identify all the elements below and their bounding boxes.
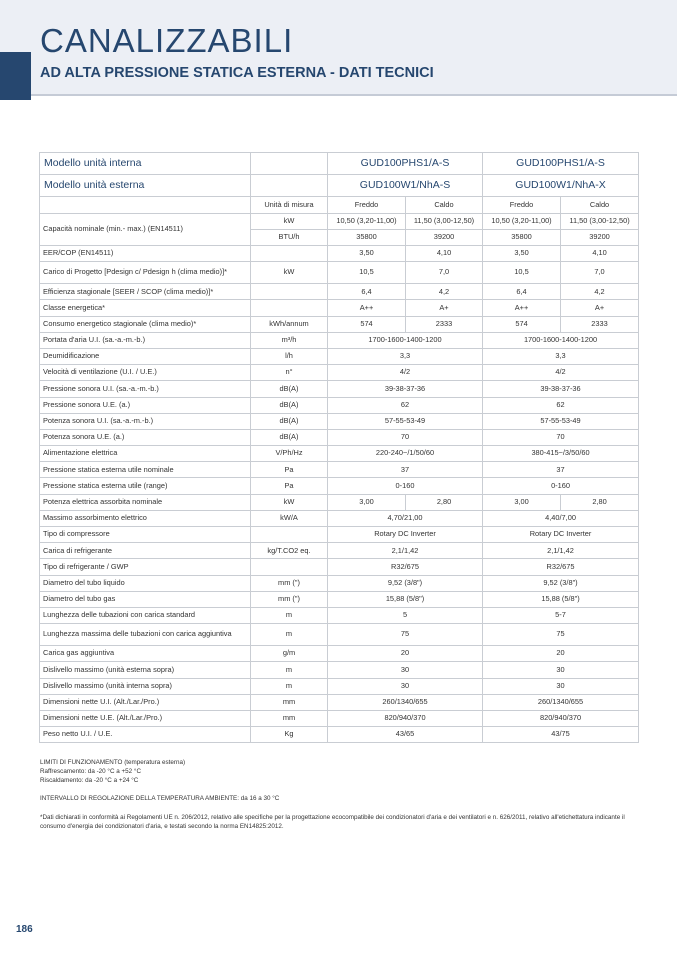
row-value: 4,70/21,00 [328, 510, 483, 526]
row-unit: Pa [251, 478, 328, 494]
row-label: Carico di Progetto [Pdesign c/ Pdesign h (clima medio)]* [40, 262, 251, 284]
row-value: 574 [328, 316, 406, 332]
table-row [40, 429, 639, 445]
row-value: A+ [561, 300, 639, 316]
outdoor-model-label: Modello unità esterna [40, 175, 251, 197]
limits-heat: Riscaldamento: da -20 °C a +24 °C [40, 777, 139, 785]
capacity-kw-1: 10,50 (3,20-11,00) [328, 214, 406, 230]
table-row [40, 662, 639, 678]
table-row [40, 332, 639, 348]
table-row [40, 316, 639, 332]
row-unit: mm (") [251, 591, 328, 607]
row-value: 260/1340/655 [328, 694, 483, 710]
table-row [40, 694, 639, 710]
row-value: 62 [328, 397, 483, 413]
row-label: Portata d'aria U.I. (sa.-a.-m.-b.) [40, 332, 251, 348]
row-label: Tipo di refrigerante / GWP [40, 559, 251, 575]
row-value: 3,3 [483, 348, 639, 364]
row-value: R32/675 [483, 559, 639, 575]
row-value: 4,40/7,00 [483, 510, 639, 526]
table-row [40, 397, 639, 413]
row-value: 220-240~/1/50/60 [328, 446, 483, 462]
row-label: Lunghezza massima delle tubazioni con carica aggiuntiva [40, 624, 251, 646]
table-row [40, 646, 639, 662]
table-row [40, 214, 639, 230]
table-row [40, 494, 639, 510]
row-label: Dimensioni nette U.E. (Alt./Lar./Pro.) [40, 710, 251, 726]
table-row [40, 543, 639, 559]
row-value: 260/1340/655 [483, 694, 639, 710]
table-row [40, 462, 639, 478]
row-value: 57-55-53-49 [328, 413, 483, 429]
table-row [40, 575, 639, 591]
row-label: Peso netto U.I. / U.E. [40, 727, 251, 743]
row-value: 820/940/370 [483, 710, 639, 726]
row-unit: Pa [251, 462, 328, 478]
row-value: 15,88 (5/8") [328, 591, 483, 607]
header-accent-tab [0, 52, 31, 100]
row-value: 75 [328, 624, 483, 646]
row-value: 5-7 [483, 607, 639, 623]
row-label: Alimentazione elettrica [40, 446, 251, 462]
row-label: Diametro del tubo gas [40, 591, 251, 607]
outdoor-model-1: GUD100W1/NhA-S [328, 175, 483, 197]
mode-heat-1: Caldo [406, 197, 483, 214]
row-unit [251, 246, 328, 262]
row-value: 2333 [561, 316, 639, 332]
row-unit: kW/A [251, 510, 328, 526]
row-label: Potenza elettrica assorbita nominale [40, 494, 251, 510]
row-value: 37 [483, 462, 639, 478]
row-unit: g/m [251, 646, 328, 662]
regulation-note: INTERVALLO DI REGOLAZIONE DELLA TEMPERATURA AMBIENTE: da 16 a 30 °C [40, 795, 280, 803]
row-value: 820/940/370 [328, 710, 483, 726]
capacity-unit-kw: kW [251, 214, 328, 230]
row-value: 3,00 [483, 494, 561, 510]
row-unit: V/Ph/Hz [251, 446, 328, 462]
capacity-kw-2: 11,50 (3,00-12,50) [406, 214, 483, 230]
table-row [40, 348, 639, 364]
row-label: Pressione statica esterna utile (range) [40, 478, 251, 494]
row-value: 380-415~/3/50/60 [483, 446, 639, 462]
blank-cell [251, 153, 328, 175]
row-value: 2333 [406, 316, 483, 332]
table-row [40, 607, 639, 623]
row-value: 20 [483, 646, 639, 662]
capacity-unit-btu: BTU/h [251, 230, 328, 246]
row-unit: m [251, 678, 328, 694]
row-label: Pressione sonora U.E. (a.) [40, 397, 251, 413]
table-row [40, 527, 639, 543]
row-label: Potenza sonora U.E. (a.) [40, 429, 251, 445]
page-number: 186 [16, 924, 33, 935]
row-label: EER/COP (EN14511) [40, 246, 251, 262]
row-value: 30 [483, 662, 639, 678]
row-unit: Kg [251, 727, 328, 743]
table-row [40, 300, 639, 316]
capacity-btu-3: 35800 [483, 230, 561, 246]
table-row [40, 446, 639, 462]
row-value: 0-160 [483, 478, 639, 494]
table-row [40, 284, 639, 300]
row-unit: kW [251, 262, 328, 284]
row-label: Dimensioni nette U.I. (Alt./Lar./Pro.) [40, 694, 251, 710]
indoor-model-label: Modello unità interna [40, 153, 251, 175]
row-value: 30 [328, 678, 483, 694]
row-unit: dB(A) [251, 413, 328, 429]
capacity-kw-3: 10,50 (3,20-11,00) [483, 214, 561, 230]
indoor-model-2: GUD100PHS1/A-S [483, 153, 639, 175]
limits-title: LIMITI DI FUNZIONAMENTO (temperatura esterna) [40, 759, 186, 766]
outdoor-model-2: GUD100W1/NhA-X [483, 175, 639, 197]
row-value: 62 [483, 397, 639, 413]
row-unit: kW [251, 494, 328, 510]
row-value: 39-38-37-36 [328, 381, 483, 397]
row-label: Tipo di compressore [40, 527, 251, 543]
row-unit [251, 284, 328, 300]
row-unit: m³/h [251, 332, 328, 348]
row-label: Potenza sonora U.I. (sa.-a.-m.-b.) [40, 413, 251, 429]
row-unit [251, 559, 328, 575]
row-value: Rotary DC Inverter [328, 527, 483, 543]
unit-header: Unità di misura [251, 197, 328, 214]
capacity-btu-4: 39200 [561, 230, 639, 246]
asterisk-note: *Dati dichiarati in conformità ai Regolamenti UE n. 206/2012, relativo alle specifiche per la progettazione ecocompatibile dei condizionatori d'aria e dei ventilatori e n. 626/2011, relativo all'etichettatura indicante il consumo d'energia dei condizionatori d'aria, e testati secondo la norma EN14825:2012. [40, 813, 625, 830]
row-unit: m [251, 607, 328, 623]
row-value: R32/675 [328, 559, 483, 575]
row-value: 4,10 [406, 246, 483, 262]
row-value: 2,80 [561, 494, 639, 510]
row-value: 3,00 [328, 494, 406, 510]
row-unit: dB(A) [251, 397, 328, 413]
row-value: 43/75 [483, 727, 639, 743]
limits-cool: Raffrescamento: da -20 °C a +52 °C [40, 768, 141, 776]
row-value: 30 [328, 662, 483, 678]
table-row [40, 710, 639, 726]
row-value: 6,4 [483, 284, 561, 300]
row-unit: mm [251, 710, 328, 726]
table-row [40, 413, 639, 429]
indoor-model-1: GUD100PHS1/A-S [328, 153, 483, 175]
row-value: 4/2 [328, 365, 483, 381]
row-value: 9,52 (3/8") [483, 575, 639, 591]
table-row [40, 678, 639, 694]
row-value: 10,5 [483, 262, 561, 284]
row-value: 7,0 [406, 262, 483, 284]
row-value: 3,50 [328, 246, 406, 262]
row-label: Pressione sonora U.I. (sa.-a.-m.-b.) [40, 381, 251, 397]
row-value: 3,3 [328, 348, 483, 364]
spec-table [39, 152, 639, 743]
row-value: 4,10 [561, 246, 639, 262]
mode-cool-2: Freddo [483, 197, 561, 214]
capacity-btu-1: 35800 [328, 230, 406, 246]
row-value: 9,52 (3/8") [328, 575, 483, 591]
row-value: 57-55-53-49 [483, 413, 639, 429]
row-label: Carica di refrigerante [40, 543, 251, 559]
row-unit: dB(A) [251, 429, 328, 445]
row-unit: kWh/annum [251, 316, 328, 332]
table-row [40, 478, 639, 494]
row-value: A++ [483, 300, 561, 316]
row-unit: mm [251, 694, 328, 710]
row-value: 0-160 [328, 478, 483, 494]
mode-cool-1: Freddo [328, 197, 406, 214]
row-value: A+ [406, 300, 483, 316]
row-value: 1700-1600-1400-1200 [328, 332, 483, 348]
row-label: Efficienza stagionale [SEER / SCOP (clima medio)]* [40, 284, 251, 300]
row-value: 7,0 [561, 262, 639, 284]
row-value: 1700-1600-1400-1200 [483, 332, 639, 348]
row-unit: kg/T.CO2 eq. [251, 543, 328, 559]
row-label: Pressione statica esterna utile nominale [40, 462, 251, 478]
row-unit: l/h [251, 348, 328, 364]
capacity-label: Capacità nominale (min.- max.) (EN14511) [40, 214, 251, 246]
table-row [40, 365, 639, 381]
table-row [40, 510, 639, 526]
row-value: 4,2 [561, 284, 639, 300]
row-value: 2,1/1,42 [328, 543, 483, 559]
row-label: Diametro del tubo liquido [40, 575, 251, 591]
row-unit: n° [251, 365, 328, 381]
row-label: Velocità di ventilazione (U.I. / U.E.) [40, 365, 251, 381]
row-value: 2,80 [406, 494, 483, 510]
table-row [40, 591, 639, 607]
row-unit [251, 300, 328, 316]
row-value: 4/2 [483, 365, 639, 381]
row-value: 20 [328, 646, 483, 662]
footnotes [40, 758, 645, 831]
row-value: 15,88 (5/8") [483, 591, 639, 607]
row-label: Carica gas aggiuntiva [40, 646, 251, 662]
row-value: 75 [483, 624, 639, 646]
outdoor-model-row [40, 175, 639, 197]
blank-cell [251, 175, 328, 197]
row-unit: m [251, 624, 328, 646]
row-value: 43/65 [328, 727, 483, 743]
capacity-kw-4: 11,50 (3,00-12,50) [561, 214, 639, 230]
indoor-model-row [40, 153, 639, 175]
capacity-btu-2: 39200 [406, 230, 483, 246]
table-row [40, 624, 639, 646]
page-subtitle: AD ALTA PRESSIONE STATICA ESTERNA - DATI TECNICI [40, 65, 434, 81]
row-value: 4,2 [406, 284, 483, 300]
row-value: Rotary DC Inverter [483, 527, 639, 543]
row-label: Dislivello massimo (unità interna sopra) [40, 678, 251, 694]
row-value: 10,5 [328, 262, 406, 284]
row-unit: dB(A) [251, 381, 328, 397]
table-row [40, 246, 639, 262]
row-value: 2,1/1,42 [483, 543, 639, 559]
row-value: 70 [483, 429, 639, 445]
row-value: 6,4 [328, 284, 406, 300]
row-label: Deumidificazione [40, 348, 251, 364]
row-unit [251, 527, 328, 543]
row-unit: m [251, 662, 328, 678]
blank-cell [40, 197, 251, 214]
table-row [40, 727, 639, 743]
mode-header-row [40, 197, 639, 214]
row-value: 39-38-37-36 [483, 381, 639, 397]
row-value: 5 [328, 607, 483, 623]
row-value: 30 [483, 678, 639, 694]
row-value: 3,50 [483, 246, 561, 262]
table-row [40, 381, 639, 397]
table-row [40, 559, 639, 575]
mode-heat-2: Caldo [561, 197, 639, 214]
row-value: A++ [328, 300, 406, 316]
row-label: Consumo energetico stagionale (clima medio)* [40, 316, 251, 332]
row-label: Lunghezza delle tubazioni con carica standard [40, 607, 251, 623]
table-row [40, 262, 639, 284]
page-title: CANALIZZABILI [40, 22, 294, 59]
row-label: Massimo assorbimento elettrico [40, 510, 251, 526]
row-value: 574 [483, 316, 561, 332]
row-label: Dislivello massimo (unità esterna sopra) [40, 662, 251, 678]
row-unit: mm (") [251, 575, 328, 591]
row-value: 37 [328, 462, 483, 478]
row-label: Classe energetica* [40, 300, 251, 316]
row-value: 70 [328, 429, 483, 445]
